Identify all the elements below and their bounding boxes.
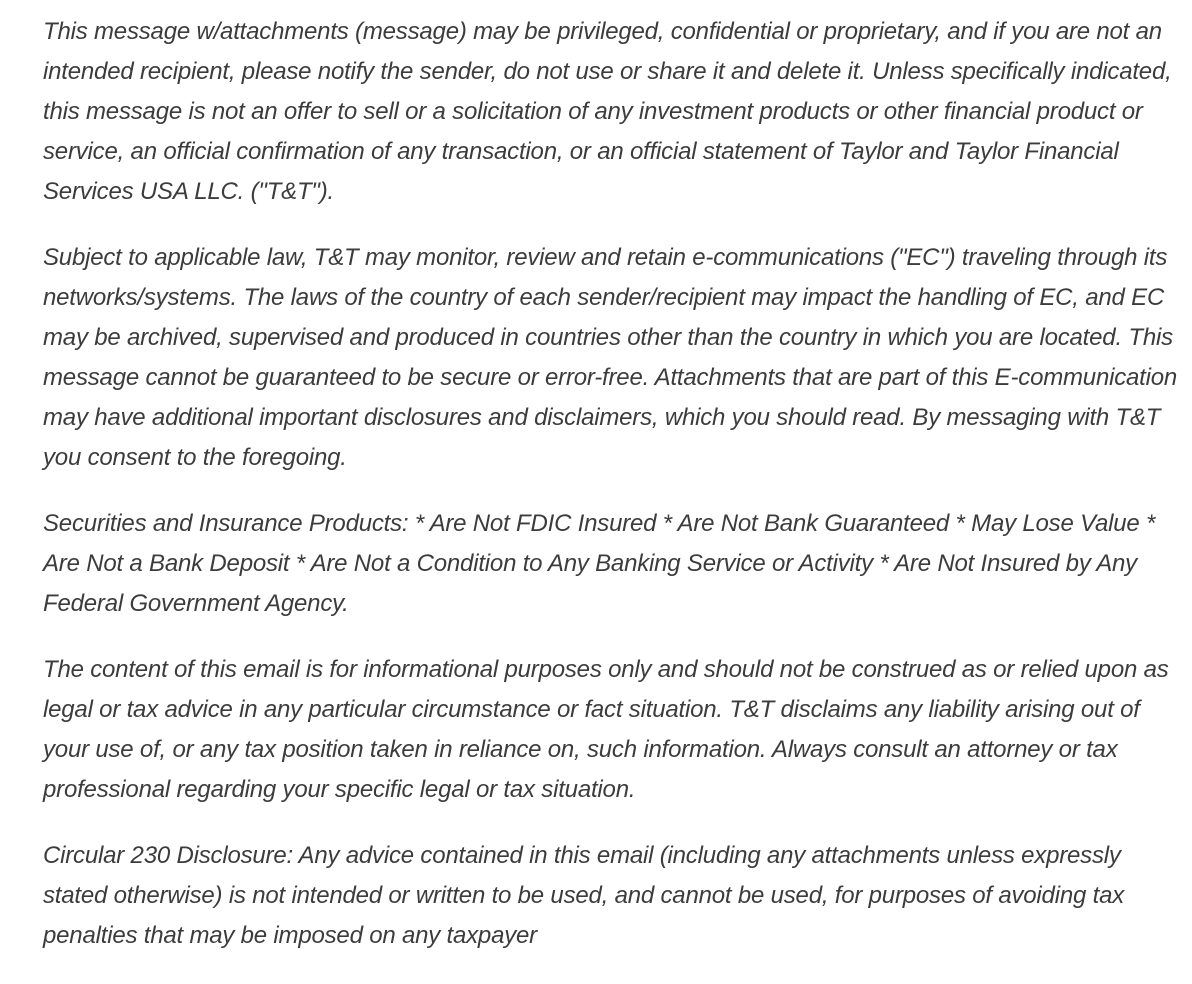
informational-purposes-paragraph: The content of this email is for informational purposes only and should not be construed as or relied upon as legal or tax advice in any particular circumstance or fact situation. T&T disclaims any liability arising out of your use of, or any tax position taken in reliance on, such information. Always consult an attorney or tax professional regarding your specific legal or tax situation.	[43, 656, 1169, 803]
circular-230-paragraph: Circular 230 Disclosure: Any advice contained in this email (including any attachments unless expressly stated otherwise) is not intended or written to be used, and cannot be used, for purposes of avoiding tax penalties that may be imposed on any taxpayer	[43, 842, 1125, 949]
confidentiality-paragraph: This message w/attachments (message) may be privileged, confidential or proprietary, and if you are not an intended recipient, please notify the sender, do not use or share it and delete it. Unless specifically indicated, this message is not an offer to sell or a solicitation of any investment products or other financial product or service, an official confirmation of any transaction, or an official statement of Taylor and Taylor Financial Services USA LLC. ("T&T").	[43, 18, 1172, 205]
email-disclaimer	[43, 12, 1189, 956]
monitoring-paragraph: Subject to applicable law, T&T may monitor, review and retain e-communications ("EC") traveling through its networks/systems. The laws of the country of each sender/recipient may impact the handling of EC, and EC may be archived, supervised and produced in countries other than the country in which you are located. This message cannot be guaranteed to be secure or error-free. Attachments that are part of this E-communication may have additional important disclosures and disclaimers, which you should read. By messaging with T&T you consent to the foregoing.	[43, 244, 1178, 471]
securities-insurance-paragraph: Securities and Insurance Products: * Are Not FDIC Insured * Are Not Bank Guaranteed * May Lose Value * Are Not a Bank Deposit * Are Not a Condition to Any Banking Service or Activity * Are Not Insured by Any Federal Government Agency.	[43, 510, 1156, 617]
